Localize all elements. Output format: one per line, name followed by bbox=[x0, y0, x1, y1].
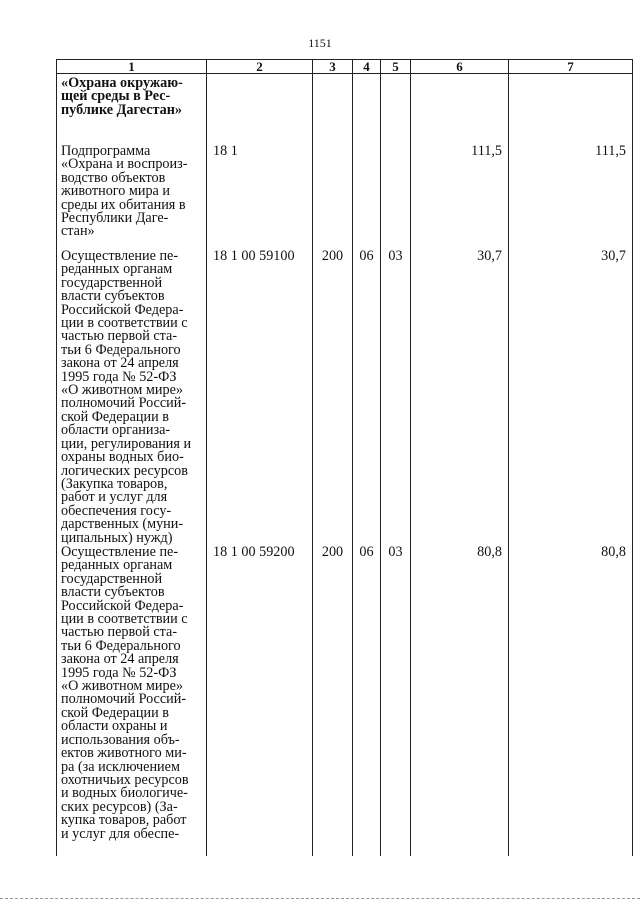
row-col-4 bbox=[353, 74, 381, 146]
header-col-5: 5 bbox=[381, 60, 411, 74]
row-col-3 bbox=[313, 74, 353, 146]
page-bottom-rule bbox=[0, 898, 640, 899]
row-code: 18 1 00 59200 bbox=[207, 546, 313, 856]
page-number: 1151 bbox=[308, 36, 332, 50]
row-col-6: 111,5 bbox=[411, 145, 509, 250]
row-name: Подпрограмма «Охрана и воспроиз- водство объектов животного мира и среды их обитания в Республики Даге- стан» bbox=[57, 145, 207, 250]
header-col-4: 4 bbox=[353, 60, 381, 74]
row-col-6: 30,7 bbox=[411, 250, 509, 546]
row-col-5: 03 bbox=[381, 546, 411, 856]
header-col-3: 3 bbox=[313, 60, 353, 74]
header-col-2: 2 bbox=[207, 60, 313, 74]
row-name: Осуществление пе- реданных органам государственной власти субъектов Российской Федера- ции в соответствии с частью первой ста- тьи 6 Федерального закона от 24 апреля 1995 года № 52-ФЗ «О животном мире» полномочий Россий- ской Федерации в области охраны и использования объ- ектов животного ми- ра (за исключением охотничьих ресурсов и водных биологиче- ских ресурсов) (За- купка товаров, работ и услуг для обеспе- bbox=[57, 546, 207, 856]
row-col-6: 80,8 bbox=[411, 546, 509, 856]
row-name: Осуществление пе- реданных органам государственной власти субъектов Российской Федера- ции в соответствии с частью первой ста- тьи 6 Федерального закона от 24 апреля 1995 года № 52-ФЗ «О животном мире» полномочий Россий- ской Федерации в области организа- ции, регулирования и охраны водных био- логических ресурсов (Закупка товаров, работ и услуг для обеспечения госу- дарственных (муни- ципальных) нужд) bbox=[57, 250, 207, 546]
table-row bbox=[57, 74, 633, 146]
row-col-4 bbox=[353, 145, 381, 250]
header-col-7: 7 bbox=[509, 60, 633, 74]
row-col-3: 200 bbox=[313, 546, 353, 856]
row-col-3 bbox=[313, 145, 353, 250]
header-col-1: 1 bbox=[57, 60, 207, 74]
row-col-4: 06 bbox=[353, 546, 381, 856]
row-col-7 bbox=[509, 74, 633, 146]
row-code: 18 1 00 59100 bbox=[207, 250, 313, 546]
row-name: «Охрана окружаю- щей среды в Рес- публике Дагестан» bbox=[57, 74, 207, 146]
row-col-7: 30,7 bbox=[509, 250, 633, 546]
row-col-4: 06 bbox=[353, 250, 381, 546]
table-row bbox=[57, 250, 633, 546]
row-col-7: 80,8 bbox=[509, 546, 633, 856]
table-row bbox=[57, 145, 633, 250]
row-col-5: 03 bbox=[381, 250, 411, 546]
row-code: 18 1 bbox=[207, 145, 313, 250]
row-code bbox=[207, 74, 313, 146]
row-col-5 bbox=[381, 74, 411, 146]
header-col-6: 6 bbox=[411, 60, 509, 74]
table-row bbox=[57, 546, 633, 856]
budget-table bbox=[56, 59, 633, 856]
header-row bbox=[57, 60, 633, 74]
row-col-5 bbox=[381, 145, 411, 250]
row-col-3: 200 bbox=[313, 250, 353, 546]
row-col-7: 111,5 bbox=[509, 145, 633, 250]
row-col-6 bbox=[411, 74, 509, 146]
